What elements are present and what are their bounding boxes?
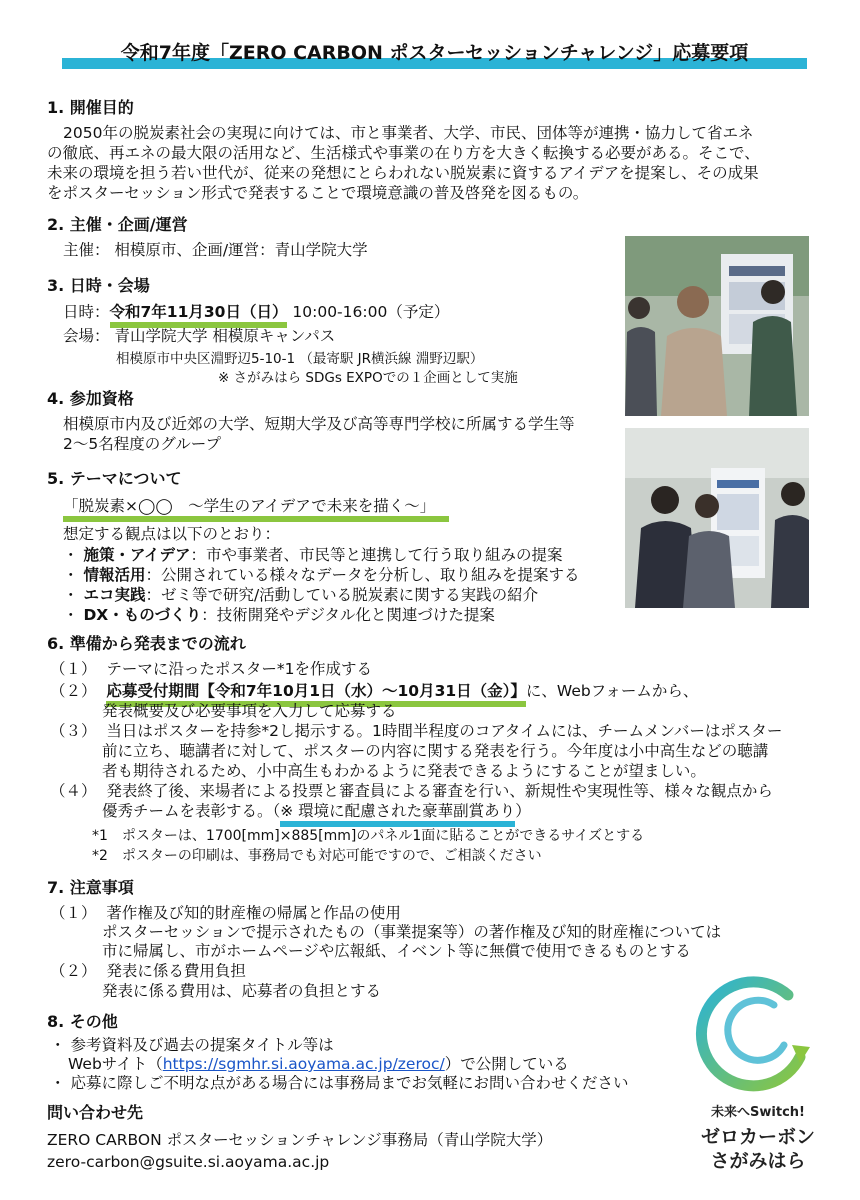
- notice-item-2: （２） 発表に係る費用負担: [50, 962, 246, 980]
- date-row: [63, 302, 449, 322]
- website-link[interactable]: https://sgmhr.si.aoyama.ac.jp/zeroc/: [162, 1055, 445, 1073]
- perspective-item: ・ エコ実践：ゼミ等で研究/活動している脱炭素に関する実践の紹介: [63, 586, 539, 604]
- venue-address: 相模原市中央区淵野辺5-10-1 （最寄駅 JR横浜線 淵野辺駅）: [116, 351, 484, 367]
- section-1-line: の徹底、再エネの最大限の活用など、生活様式や事業の在り方を大きく転換する必要がある。そこで、: [47, 144, 760, 162]
- bullet: ・: [63, 566, 84, 584]
- footnote-2: *2 ポスターの印刷は、事務局でも対応可能ですので、ご相談ください: [92, 848, 542, 864]
- notice-item-2-line: 発表に係る費用は、応募者の負担とする: [102, 982, 382, 1000]
- section-1-line: 2050年の脱炭素社会の実現に向けては、市と事業者、大学、市民、団体等が連携・協力して省エネ: [63, 124, 754, 142]
- other-item-1: ・ 参考資料及び過去の提案タイトル等は: [50, 1036, 334, 1054]
- notice-item-1-line: 市に帰属し、市がホームページや広報紙、イベント等に無償で使用できるものとする: [102, 942, 691, 960]
- bullet: ・: [63, 546, 84, 564]
- venue-note: ※ さがみはら SDGs EXPOでの１企画として実施: [218, 370, 518, 386]
- title-block: [62, 40, 807, 72]
- flow-item-2-cont: 発表概要及び必要事項を入力して応募する: [102, 702, 397, 720]
- venue-label: 会場：: [63, 327, 110, 345]
- time-value: 10:00-16:00（予定）: [292, 303, 450, 321]
- other-item-2: ・ 応募に際しご不明な点がある場合には事務局までお気軽にお問い合わせください: [50, 1074, 629, 1092]
- event-photo-2: [625, 428, 809, 608]
- eligibility-line: 2～5名程度のグループ: [63, 435, 221, 453]
- contact-heading: 問い合わせ先: [47, 1103, 144, 1122]
- flow-item-3-cont: 前に立ち、聴講者に対して、ポスターの内容に関する発表を行う。今年度は小中高生などの聴講: [102, 742, 769, 760]
- zero-carbon-sagamihara-logo: [688, 965, 828, 1180]
- logo-city: さがみはら: [710, 1150, 806, 1172]
- flow-item-3-cont: 者も期待されるため、小中高生もわかるように発表できるようにすることが望ましい。: [102, 762, 706, 780]
- logo-tagline: 未来へSwitch!: [711, 1105, 805, 1120]
- notice-item-1-line: ポスターセッションで提示されたもの（事業提案等）の著作権及び知的財産権については: [102, 923, 722, 941]
- page-title: 令和7年度「ZERO CARBON ポスターセッションチャレンジ」応募要項: [120, 42, 749, 64]
- perspective-item: ・ DX・ものづくり：技術開発やデジタル化と関連づけた提案: [63, 606, 495, 624]
- section-1-line: をポスターセッション形式で発表することで環境意識の普及啓発を図るもの。: [47, 184, 589, 202]
- flow-item-3: （３） 当日はポスターを持参*2し掲示する。1時間半程度のコアタイムには、チームメンバーはポスター: [50, 722, 783, 740]
- section-4-heading: 4. 参加資格: [47, 389, 134, 408]
- switch-cycle-icon: [688, 965, 828, 1095]
- perspective-item: ・ 情報活用：公開されている様々なデータを分析し、取り組みを提案する: [63, 566, 580, 584]
- date-value: 令和7年11月30日（日）: [110, 303, 288, 328]
- section-2-heading: 2. 主催・企画/運営: [47, 215, 188, 234]
- bullet: ・: [50, 1036, 71, 1054]
- section-5-heading: 5. テーマについて: [47, 469, 182, 488]
- date-label: 日時：: [63, 303, 110, 321]
- bullet: ・: [63, 586, 84, 604]
- section-1-heading: 1. 開催目的: [47, 98, 134, 117]
- flow-item-2: （２） 応募受付期間【令和7年10月1日（水）～10月31日（金）】に、Webフォームから、: [50, 681, 698, 701]
- prize-note: ※ 環境に配慮された豪華副賞あり: [280, 802, 515, 827]
- flow-item-4: （４） 発表終了後、来場者による投票と審査員による審査を行い、新規性や実現性等、様々な観点から: [50, 782, 773, 800]
- flow-item-1: （１） テーマに沿ったポスター*1を作成する: [50, 660, 372, 678]
- contact-email[interactable]: zero-carbon@gsuite.si.aoyama.ac.jp: [47, 1153, 330, 1171]
- footnote-1: *1 ポスターは、1700[mm]×885[mm]のパネル1面に貼ることができるサイズとする: [92, 828, 645, 844]
- venue-row: [63, 326, 335, 346]
- notice-item-1: （１） 著作権及び知的財産権の帰属と作品の使用: [50, 904, 401, 922]
- section-3-heading: 3. 日時・会場: [47, 276, 150, 295]
- application-period: 応募受付期間【令和7年10月1日（水）～10月31日（金）】: [106, 682, 526, 707]
- event-photo-1: [625, 236, 809, 416]
- organizer-line: 主催： 相模原市、企画/運営：青山学院大学: [63, 241, 368, 259]
- contact-office: ZERO CARBON ポスターセッションチャレンジ事務局（青山学院大学）: [47, 1131, 553, 1149]
- website-line: Webサイト（https://sgmhr.si.aoyama.ac.jp/zeroc/）で公開している: [68, 1055, 569, 1073]
- venue-value: 青山学院大学 相模原キャンパス: [114, 327, 336, 345]
- bullet: ・: [63, 606, 84, 624]
- eligibility-line: 相模原市内及び近郊の大学、短期大学及び高等専門学校に所属する学生等: [63, 415, 575, 433]
- flow-item-4-cont: 優秀チームを表彰する。（※ 環境に配慮された豪華副賞あり）: [102, 801, 531, 821]
- perspective-item: ・ 施策・アイデア：市や事業者、市民等と連携して行う取り組みの提案: [63, 546, 563, 564]
- logo-name: ゼロカーボン: [700, 1126, 815, 1148]
- theme-title: [63, 496, 449, 516]
- theme-text: 「脱炭素×◯◯ ～学生のアイデアで未来を描く～」: [63, 497, 449, 522]
- section-1-line: 未来の環境を担う若い世代が、従来の発想にとらわれない脱炭素に資するアイデアを提案し、その成果: [47, 164, 759, 182]
- section-6-heading: 6. 準備から発表までの流れ: [47, 634, 246, 653]
- section-8-heading: 8. その他: [47, 1012, 118, 1031]
- perspectives-intro: 想定する観点は以下のとおり：: [63, 525, 281, 543]
- section-7-heading: 7. 注意事項: [47, 878, 134, 897]
- bullet: ・: [50, 1074, 71, 1092]
